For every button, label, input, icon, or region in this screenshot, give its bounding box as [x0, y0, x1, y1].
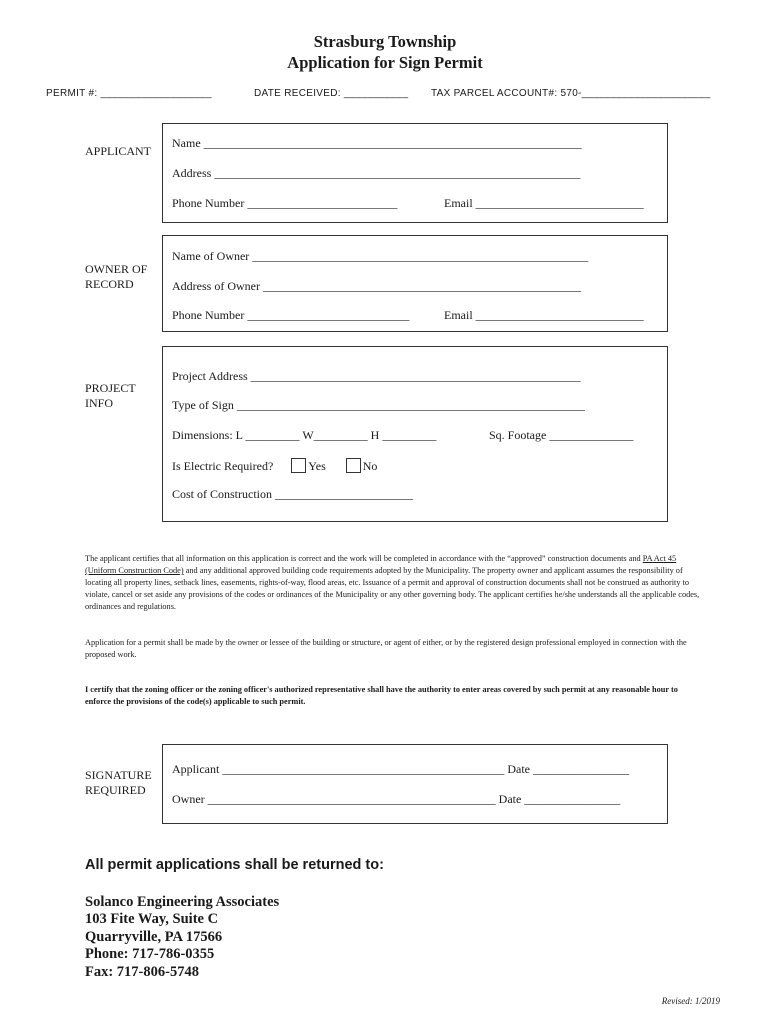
- electric-required-row: [172, 458, 377, 474]
- township-title: Strasburg Township: [313, 32, 457, 51]
- owner-address-field[interactable]: Address of Owner _____________________________________________________: [172, 279, 581, 293]
- applicant-name-field[interactable]: Name _______________________________________________________________: [172, 136, 582, 150]
- revised-date: Revised: 1/2019: [661, 996, 720, 1006]
- project-address-field[interactable]: Project Address _______________________________________________________: [172, 369, 581, 383]
- return-heading: All permit applications shall be returned to:: [85, 857, 384, 873]
- form-title: Application for Sign Permit: [287, 53, 483, 72]
- electric-no-checkbox[interactable]: [346, 458, 361, 473]
- electric-yes-label: Yes: [308, 459, 326, 473]
- electric-no-label: No: [362, 459, 378, 473]
- return-phone: Phone: 717-786-0355: [85, 946, 215, 962]
- applicant-signature-field[interactable]: Applicant _______________________________________________ Date ________________: [172, 762, 629, 776]
- authority-paragraph: I certify that the zoning officer or the zoning officer's authorized representative shall have the authority to enter areas covered by such permit at any reasonable hour to enforce the provisions of the code(s) applicable to such permit.: [85, 685, 678, 706]
- signature-box: [162, 744, 668, 824]
- return-city: Quarryville, PA 17566: [85, 929, 223, 945]
- application-paragraph: Application for a permit shall be made by the owner or lessee of the building or structure, or agent of either, or by the registered design professional employed in connection with the proposed work.: [85, 638, 687, 659]
- cost-of-construction-field[interactable]: Cost of Construction _______________________: [172, 487, 414, 501]
- owner-name-field[interactable]: Name of Owner ________________________________________________________: [172, 249, 589, 263]
- owner-email-field[interactable]: Email ____________________________: [444, 308, 644, 322]
- owner-phone-field[interactable]: Phone Number ___________________________: [172, 308, 410, 322]
- date-received-field[interactable]: DATE RECEIVED: ___________: [254, 88, 409, 99]
- project-box: [162, 346, 668, 522]
- tax-parcel-field[interactable]: TAX PARCEL ACCOUNT#: 570-______________________: [431, 88, 711, 99]
- pa-act-45-link[interactable]: PA Act 45 (Uniform Construction Code): [85, 554, 677, 575]
- owner-section-label: OWNER OF RECORD: [85, 262, 148, 291]
- sign-type-field[interactable]: Type of Sign __________________________________________________________: [172, 398, 585, 412]
- electric-yes-checkbox[interactable]: [291, 458, 306, 473]
- applicant-phone-field[interactable]: Phone Number _________________________: [172, 196, 398, 210]
- owner-signature-field[interactable]: Owner ________________________________________________ Date ________________: [172, 792, 621, 806]
- project-section-label: PROJECT INFO: [85, 381, 136, 410]
- electric-required-label: Is Electric Required?: [172, 459, 274, 473]
- dimensions-field[interactable]: Dimensions: L _________ W_________ H _________: [172, 428, 437, 442]
- return-fax: Fax: 717-806-5748: [85, 964, 199, 980]
- owner-box: [162, 235, 668, 332]
- applicant-address-field[interactable]: Address _____________________________________________________________: [172, 166, 581, 180]
- certification-paragraph: The applicant certifies that all information on this application is correct and the work will be completed in accordance with the “approved” construction documents and PA Act 45 (Uniform Construction Code) and any additional approved building code requirements adopted by the Municipality. The property owner and applicant assumes the responsibility of locating all property lines, setback lines, easements, rights-of-way, flood areas, etc. Issuance of a permit and approval of construction documents shall not be construed as authority to violate, cancel or set aside any provisions of the codes or ordinances of the Municipality or any other governing body. The applicant certifies he/she understands all the applicable codes, ordinances and regulations.: [85, 554, 700, 611]
- return-company: Solanco Engineering Associates: [85, 894, 280, 910]
- permit-number-field[interactable]: PERMIT #: ___________________: [46, 88, 212, 99]
- applicant-section-label: APPLICANT: [85, 144, 152, 158]
- applicant-email-field[interactable]: Email ____________________________: [444, 196, 644, 210]
- sq-footage-field[interactable]: Sq. Footage ______________: [489, 428, 634, 442]
- return-street: 103 Fite Way, Suite C: [85, 911, 219, 927]
- applicant-box: [162, 123, 668, 223]
- signature-section-label: SIGNATURE REQUIRED: [85, 768, 152, 797]
